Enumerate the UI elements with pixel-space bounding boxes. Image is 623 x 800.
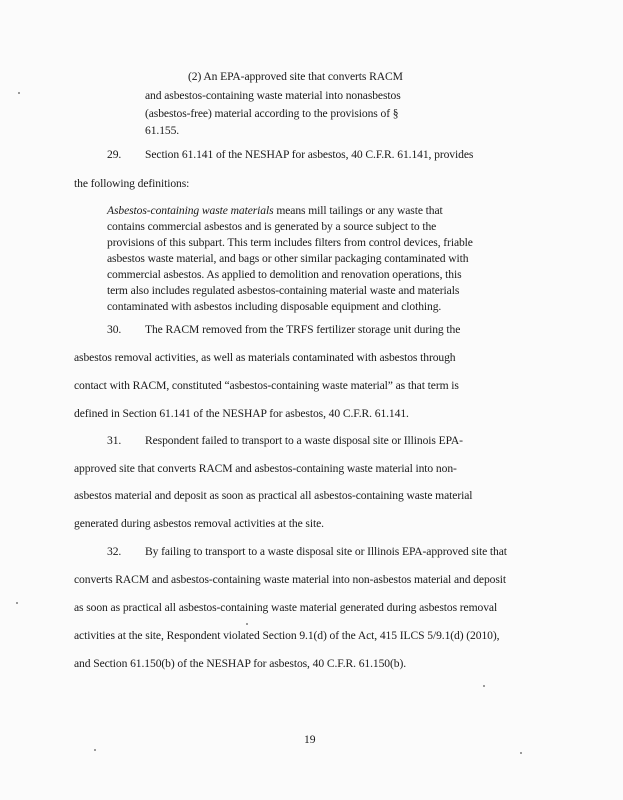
quote-line: (2) An EPA-approved site that converts RACM <box>188 70 403 83</box>
paragraph-line: the following definitions: <box>74 177 190 190</box>
quote-line: (asbestos-free) material according to the provisions of § <box>145 107 399 120</box>
paragraph-line: Respondent failed to transport to a waste disposal site or Illinois EPA- <box>145 434 463 447</box>
scan-speck <box>483 685 485 687</box>
scan-speck <box>94 749 96 751</box>
paragraph-line: By failing to transport to a waste disposal site or Illinois EPA-approved site that <box>145 545 507 558</box>
paragraph-line: approved site that converts RACM and asbestos-containing waste material into non- <box>74 462 457 475</box>
paragraph-line: and Section 61.150(b) of the NESHAP for asbestos, 40 C.F.R. 61.150(b). <box>74 657 407 670</box>
paragraph-line: defined in Section 61.141 of the NESHAP for asbestos, 40 C.F.R. 61.141. <box>74 407 409 420</box>
paragraph-number: 30. <box>107 323 122 336</box>
definition-term: Asbestos-containing waste materials <box>107 204 274 217</box>
paragraph-line: Section 61.141 of the NESHAP for asbestos, 40 C.F.R. 61.141, provides <box>145 148 474 161</box>
definition-line: term also includes regulated asbestos-containing material waste and materials <box>107 284 460 297</box>
paragraph-number: 32. <box>107 545 122 558</box>
paragraph-line: asbestos removal activities, as well as materials contaminated with asbestos through <box>74 351 456 364</box>
definition-line: asbestos waste material, and bags or other similar packaging contaminated with <box>107 252 469 265</box>
scan-speck <box>16 602 18 604</box>
quote-line: and asbestos-containing waste material into nonasbestos <box>145 89 401 102</box>
scan-speck <box>520 752 522 754</box>
paragraph-number: 29. <box>107 148 122 161</box>
definition-line: contains commercial asbestos and is generated by a source subject to the <box>107 220 437 233</box>
quote-line: 61.155. <box>145 124 180 137</box>
paragraph-line: The RACM removed from the TRFS fertilizer storage unit during the <box>145 323 461 336</box>
page-number: 19 <box>304 733 316 746</box>
definition-text: means mill tailings or any waste that <box>273 204 443 217</box>
definition-line: commercial asbestos. As applied to demolition and renovation operations, this <box>107 268 462 281</box>
paragraph-line: converts RACM and asbestos-containing waste material into non-asbestos material and deposit <box>74 573 507 586</box>
paragraph-line: asbestos material and deposit as soon as practical all asbestos-containing waste material <box>74 489 473 502</box>
definition-line: contaminated with asbestos including disposable equipment and clothing. <box>107 300 442 313</box>
paragraph-line: generated during asbestos removal activities at the site. <box>74 517 324 530</box>
paragraph-line: as soon as practical all asbestos-containing waste material generated during asbestos removal <box>74 601 498 614</box>
paragraph-line: activities at the site, Respondent violated Section 9.1(d) of the Act, 415 ILCS 5/9.1(d) (2010), <box>74 629 500 642</box>
scan-speck <box>18 92 20 94</box>
definition-line: provisions of this subpart. This term includes filters from control devices, friable <box>107 236 473 249</box>
definition-first-line <box>107 204 443 217</box>
paragraph-line: contact with RACM, constituted “asbestos-containing waste material” as that term is <box>74 379 459 392</box>
paragraph-number: 31. <box>107 434 122 447</box>
scan-speck <box>246 623 248 625</box>
